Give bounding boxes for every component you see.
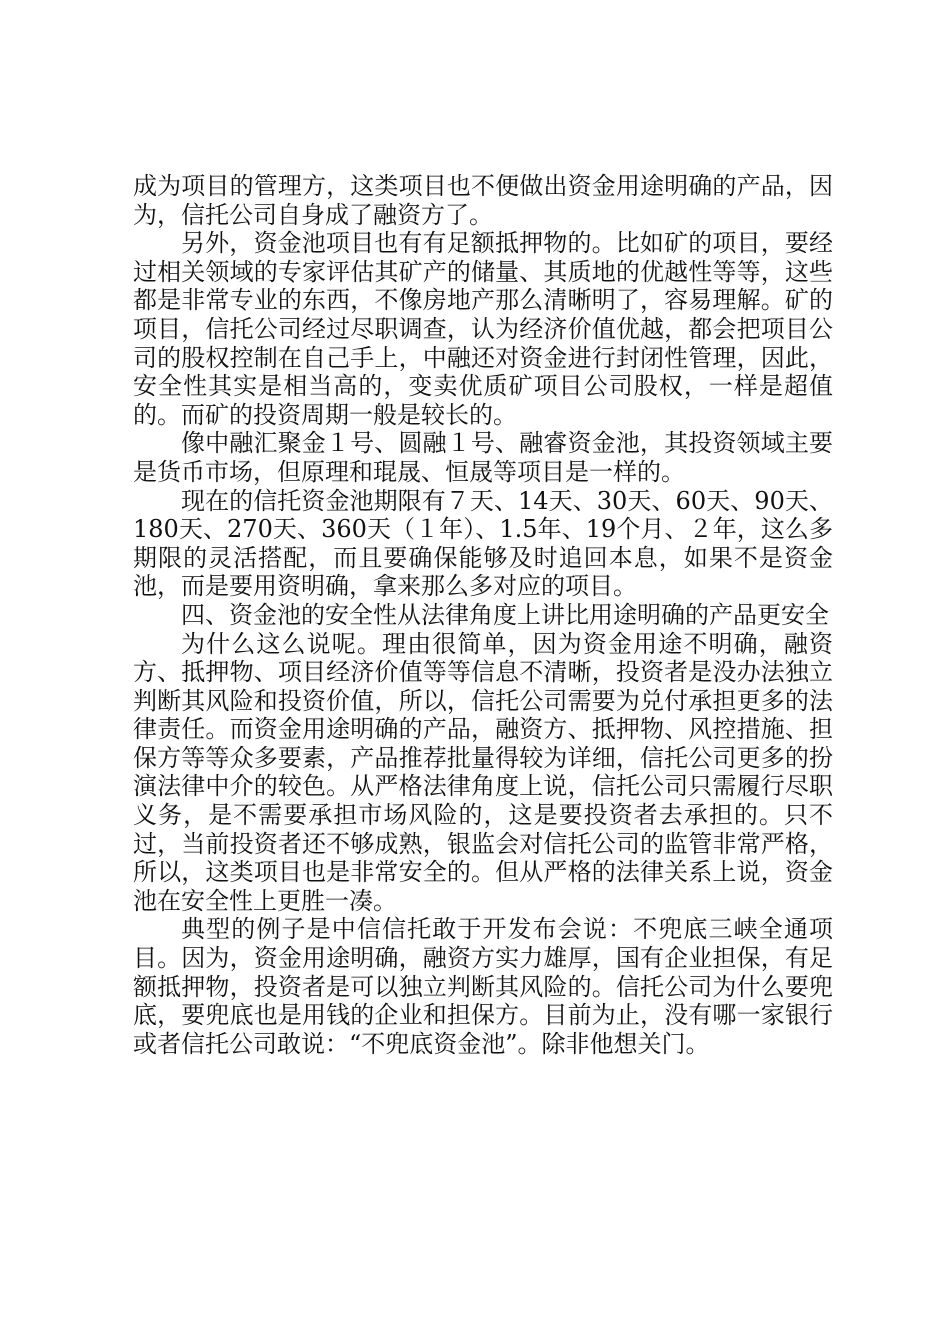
paragraph-6: 典型的例子是中信信托敢于开发布会说：不兜底三峡全通项目。因为，资金用途明确，融资方实力雄厚，国有企业担保，有足额抵押物，投资者是可以独立判断其风险的。信托公司为什么要兜底，要兜底也是用钱的企业和担保方。目前为止，没有哪一家银行或者信托公司敢说：“不兜底资金池”。除非他想关门。 — [133, 915, 833, 1058]
paragraph-2: 另外，资金池项目也有有足额抵押物的。比如矿的项目，要经过相关领域的专家评估其矿产的储量、其质地的优越性等等，这些都是非常专业的东西，不像房地产那么清晰明了，容易理解。矿的项目，信托公司经过尽职调查，认为经济价值优越，都会把项目公司的股权控制在自己手上，中融还对资金进行封闭性管理，因此，安全性其实是相当高的，变卖优质矿项目公司股权，一样是超值的。而矿的投资周期一般是较长的。 — [133, 229, 833, 429]
paragraph-1: 成为项目的管理方，这类项目也不便做出资金用途明确的产品，因为，信托公司自身成了融资方了。 — [133, 172, 833, 229]
document-body — [133, 172, 833, 1058]
paragraph-3: 像中融汇聚金１号、圆融１号、融睿资金池，其投资领域主要是货币市场，但原理和琨晟、恒晟等项目是一样的。 — [133, 429, 833, 486]
section-heading-4: 四、资金池的安全性从法律角度上讲比用途明确的产品更安全 — [181, 600, 829, 629]
paragraph-4: 现在的信托资金池期限有７天、14天、30天、60天、90天、180天、270天、360天（１年）、1.5年、19个月、２年，这么多期限的灵活搭配，而且要确保能够及时追回本息，如果不是资金池，而是要用资明确，拿来那么多对应的项目。 — [133, 486, 833, 601]
paragraph-5: 为什么这么说呢。理由很简单，因为资金用途不明确，融资方、抵押物、项目经济价值等等信息不清晰，投资者是没办法独立判断其风险和投资价值，所以，信托公司需要为兑付承担更多的法律责任。而资金用途明确的产品，融资方、抵押物、风控措施、担保方等等众多要素，产品推荐批量得较为详细，信托公司更多的扮演法律中介的较色。从严格法律角度上说，信托公司只需履行尽职义务，是不需要承担市场风险的，这是要投资者去承担的。只不过，当前投资者还不够成熟，银监会对信托公司的监管非常严格，所以，这类项目也是非常安全的。但从严格的法律关系上说，资金池在安全性上更胜一凑。 — [133, 629, 833, 915]
